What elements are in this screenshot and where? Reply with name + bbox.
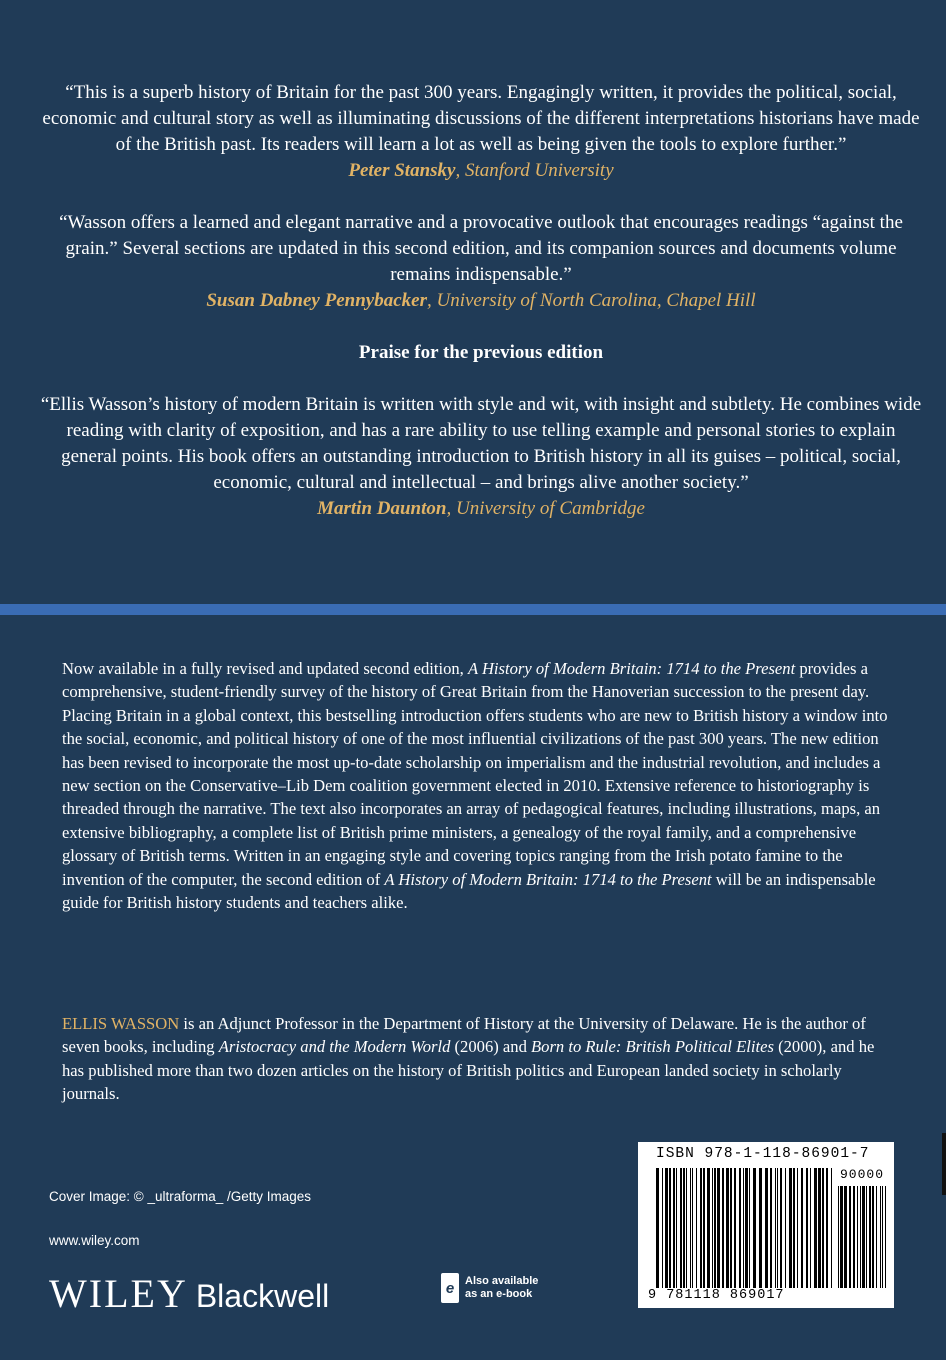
- barcode-bar: [775, 1168, 776, 1288]
- barcode-bars: [656, 1168, 832, 1288]
- book-title: A History of Modern Britain: 1714 to the Present: [467, 659, 796, 678]
- barcode-bar: [869, 1186, 871, 1288]
- barcode-bar: [676, 1168, 677, 1288]
- barcode-bar: [857, 1186, 858, 1288]
- ebook-label: [465, 1275, 538, 1301]
- barcode-bar: [692, 1168, 693, 1288]
- barcode-bar: [726, 1168, 729, 1288]
- endorser-name: Susan Dabney Pennybacker: [206, 290, 427, 311]
- barcode-bar: [765, 1168, 768, 1288]
- quote-daunton: “Ellis Wasson’s history of modern Britain is written with style and wit, with insight and subtlety. He combines wide reading with clarity of exposition, and has a rare ability to use telling example and personal stories to explain general points. His book offers an outstanding introduction to British history in all its guises – political, social, economic, cultural and intellectual – and brings alive another society.”: [40, 394, 922, 493]
- barcode-bar: [785, 1168, 786, 1288]
- bio-text: is an Adjunct Professor in the Department of History at the University of Delaware. He is the author of seven books, including: [62, 1014, 866, 1057]
- author-bio: [62, 1012, 892, 1106]
- isbn-text: ISBN 978-1-118-86901-7: [656, 1146, 870, 1162]
- barcode-bar: [665, 1168, 668, 1288]
- addon-barcode-bars: [838, 1186, 886, 1288]
- author-name: ELLIS WASSON: [62, 1014, 180, 1033]
- barcode-bar: [880, 1186, 881, 1288]
- barcode-bar: [770, 1168, 772, 1288]
- logo-wiley: WILEY: [49, 1271, 188, 1316]
- barcode-bar: [876, 1186, 877, 1288]
- barcode-bar: [690, 1168, 691, 1288]
- endorser-name: Martin Daunton: [317, 498, 447, 519]
- barcode-bar: [686, 1168, 687, 1288]
- description-text: Now available in a fully revised and updated second edition,: [62, 659, 468, 678]
- barcode-bar: [814, 1168, 817, 1288]
- barcode-bar: [849, 1186, 851, 1288]
- barcode-bar: [669, 1168, 671, 1288]
- publisher-logo: [49, 1270, 329, 1317]
- barcode-bar: [703, 1168, 705, 1288]
- barcode-bar: [826, 1168, 828, 1288]
- barcode-bar: [700, 1168, 702, 1288]
- barcode-bar: [838, 1186, 839, 1288]
- endorser-affiliation: , Stanford University: [455, 160, 614, 181]
- barcode-bar: [860, 1186, 861, 1288]
- barcode-bar: [885, 1186, 886, 1288]
- barcode-bar: [831, 1168, 832, 1288]
- barcode-bar: [696, 1168, 697, 1288]
- barcode-bar: [734, 1168, 736, 1288]
- barcode-bar: [749, 1168, 750, 1288]
- barcode-bar: [656, 1168, 659, 1288]
- barcode-bar: [801, 1168, 803, 1288]
- ebook-icon: e: [441, 1273, 459, 1303]
- barcode-bar: [822, 1168, 824, 1288]
- barcode-bar: [707, 1168, 710, 1288]
- praise-heading: Praise for the previous edition: [358, 342, 604, 363]
- ebook-line: as an e-book: [465, 1288, 533, 1300]
- barcode-bar: [712, 1168, 713, 1288]
- bio-text: (2006) and: [450, 1037, 532, 1057]
- quote-pennybacker: “Wasson offers a learned and elegant narrative and a provocative outlook that encourages readings “against the grain.” Several sections are updated in this second edition, and its companion sources and documents volume remains indispensable.”: [59, 212, 903, 285]
- barcode-bar: [862, 1186, 865, 1288]
- barcode-bar: [745, 1168, 748, 1288]
- attribution-pennybacker: [40, 288, 922, 314]
- barcode-bar: [797, 1168, 798, 1288]
- barcode-bar: [662, 1168, 663, 1288]
- barcode-bar: [853, 1186, 855, 1288]
- barcode-bar: [680, 1168, 682, 1288]
- cover-credit: Cover Image: © _ultraforma_ /Getty Images: [49, 1189, 312, 1204]
- barcode-bar: [806, 1168, 808, 1288]
- endorser-name: Peter Stansky: [348, 160, 456, 181]
- endorser-affiliation: , University of Cambridge: [446, 498, 645, 519]
- barcode-bar: [777, 1168, 778, 1288]
- barcode-bar: [810, 1168, 811, 1288]
- barcode-bar: [683, 1168, 685, 1288]
- attribution-stansky: [40, 158, 922, 184]
- barcode-bar: [780, 1168, 782, 1288]
- endorser-affiliation: , University of North Carolina, Chapel Hill: [426, 290, 756, 311]
- book-title: A History of Modern Britain: 1714 to the Present: [384, 869, 712, 889]
- bio-text: (2000), and he has published more than two dozen articles on the history of British politics and European landed society in scholarly journals.: [62, 1037, 875, 1104]
- description-text: will be an indispensable guide for British history students and teachers alike.: [62, 869, 876, 913]
- book-description: [62, 657, 892, 914]
- attribution-daunton: [40, 496, 922, 522]
- barcode-bar: [722, 1168, 724, 1288]
- barcode-bar: [818, 1168, 821, 1288]
- ebook-line: Also available: [465, 1275, 539, 1287]
- barcode-bar: [743, 1168, 744, 1288]
- divider-band: [0, 604, 946, 615]
- page-edge: [942, 1133, 946, 1195]
- endorsements: [40, 80, 922, 522]
- barcode-bar: [717, 1168, 720, 1288]
- ebook-notice: [441, 1273, 538, 1303]
- barcode-bar: [714, 1168, 716, 1288]
- barcode-bar: [759, 1168, 762, 1288]
- barcode-bar: [844, 1186, 847, 1288]
- price-code: 90000: [840, 1167, 885, 1182]
- book-title: Born to Rule: British Political Elites: [531, 1037, 774, 1057]
- ean-digits: 9 781118 869017: [648, 1288, 785, 1303]
- description-text: provides a comprehensive, student-friendly survey of the history of Great Britain from the Hanoverian succession to the present day. Placing Britain in a global context, this bestselling introduction offers students who are new to British history a window into the social, economic, and political history of one of the most influential civilizations of the past 300 years. The new edition has been revised to incorporate the most up-to-date scholarship on imperialism and the industrial revolution, and includes a new section on the Conservative–Lib Dem coalition government elected in 2010. Extensive reference to historiography is threaded through the narrative. The text also incorporates an array of pedagogical features, including illustrations, maps, an extensive bibliography, a complete list of British prime ministers, a genealogy of the royal family, and a comprehensive glossary of British terms. Written in an engaging style and covering topics ranging from the Irish potato famine to the invention of the computer, the second edition of: [62, 659, 888, 889]
- barcode-bar: [793, 1168, 795, 1288]
- barcode-bar: [866, 1186, 867, 1288]
- barcode-bar: [739, 1168, 741, 1288]
- book-title: Aristocracy and the Modern World: [218, 1037, 451, 1057]
- barcode-bar: [872, 1186, 874, 1288]
- barcode-bar: [840, 1186, 843, 1288]
- barcode-bar: [882, 1186, 883, 1288]
- quote-stansky: “This is a superb history of Britain for the past 300 years. Engagingly written, it provides the political, social, economic and cultural story as well as illuminating discussions of the different interpretations historians have made of the British past. Its readers will learn a lot as well as being given the tools to explore further.”: [42, 82, 920, 155]
- logo-blackwell: Blackwell: [195, 1278, 330, 1314]
- barcode-bar: [730, 1168, 732, 1288]
- barcode-bar: [753, 1168, 756, 1288]
- barcode-bar: [673, 1168, 675, 1288]
- barcode-bar: [789, 1168, 792, 1288]
- barcode-panel: [638, 1142, 894, 1308]
- website-link[interactable]: www.wiley.com: [49, 1233, 140, 1248]
